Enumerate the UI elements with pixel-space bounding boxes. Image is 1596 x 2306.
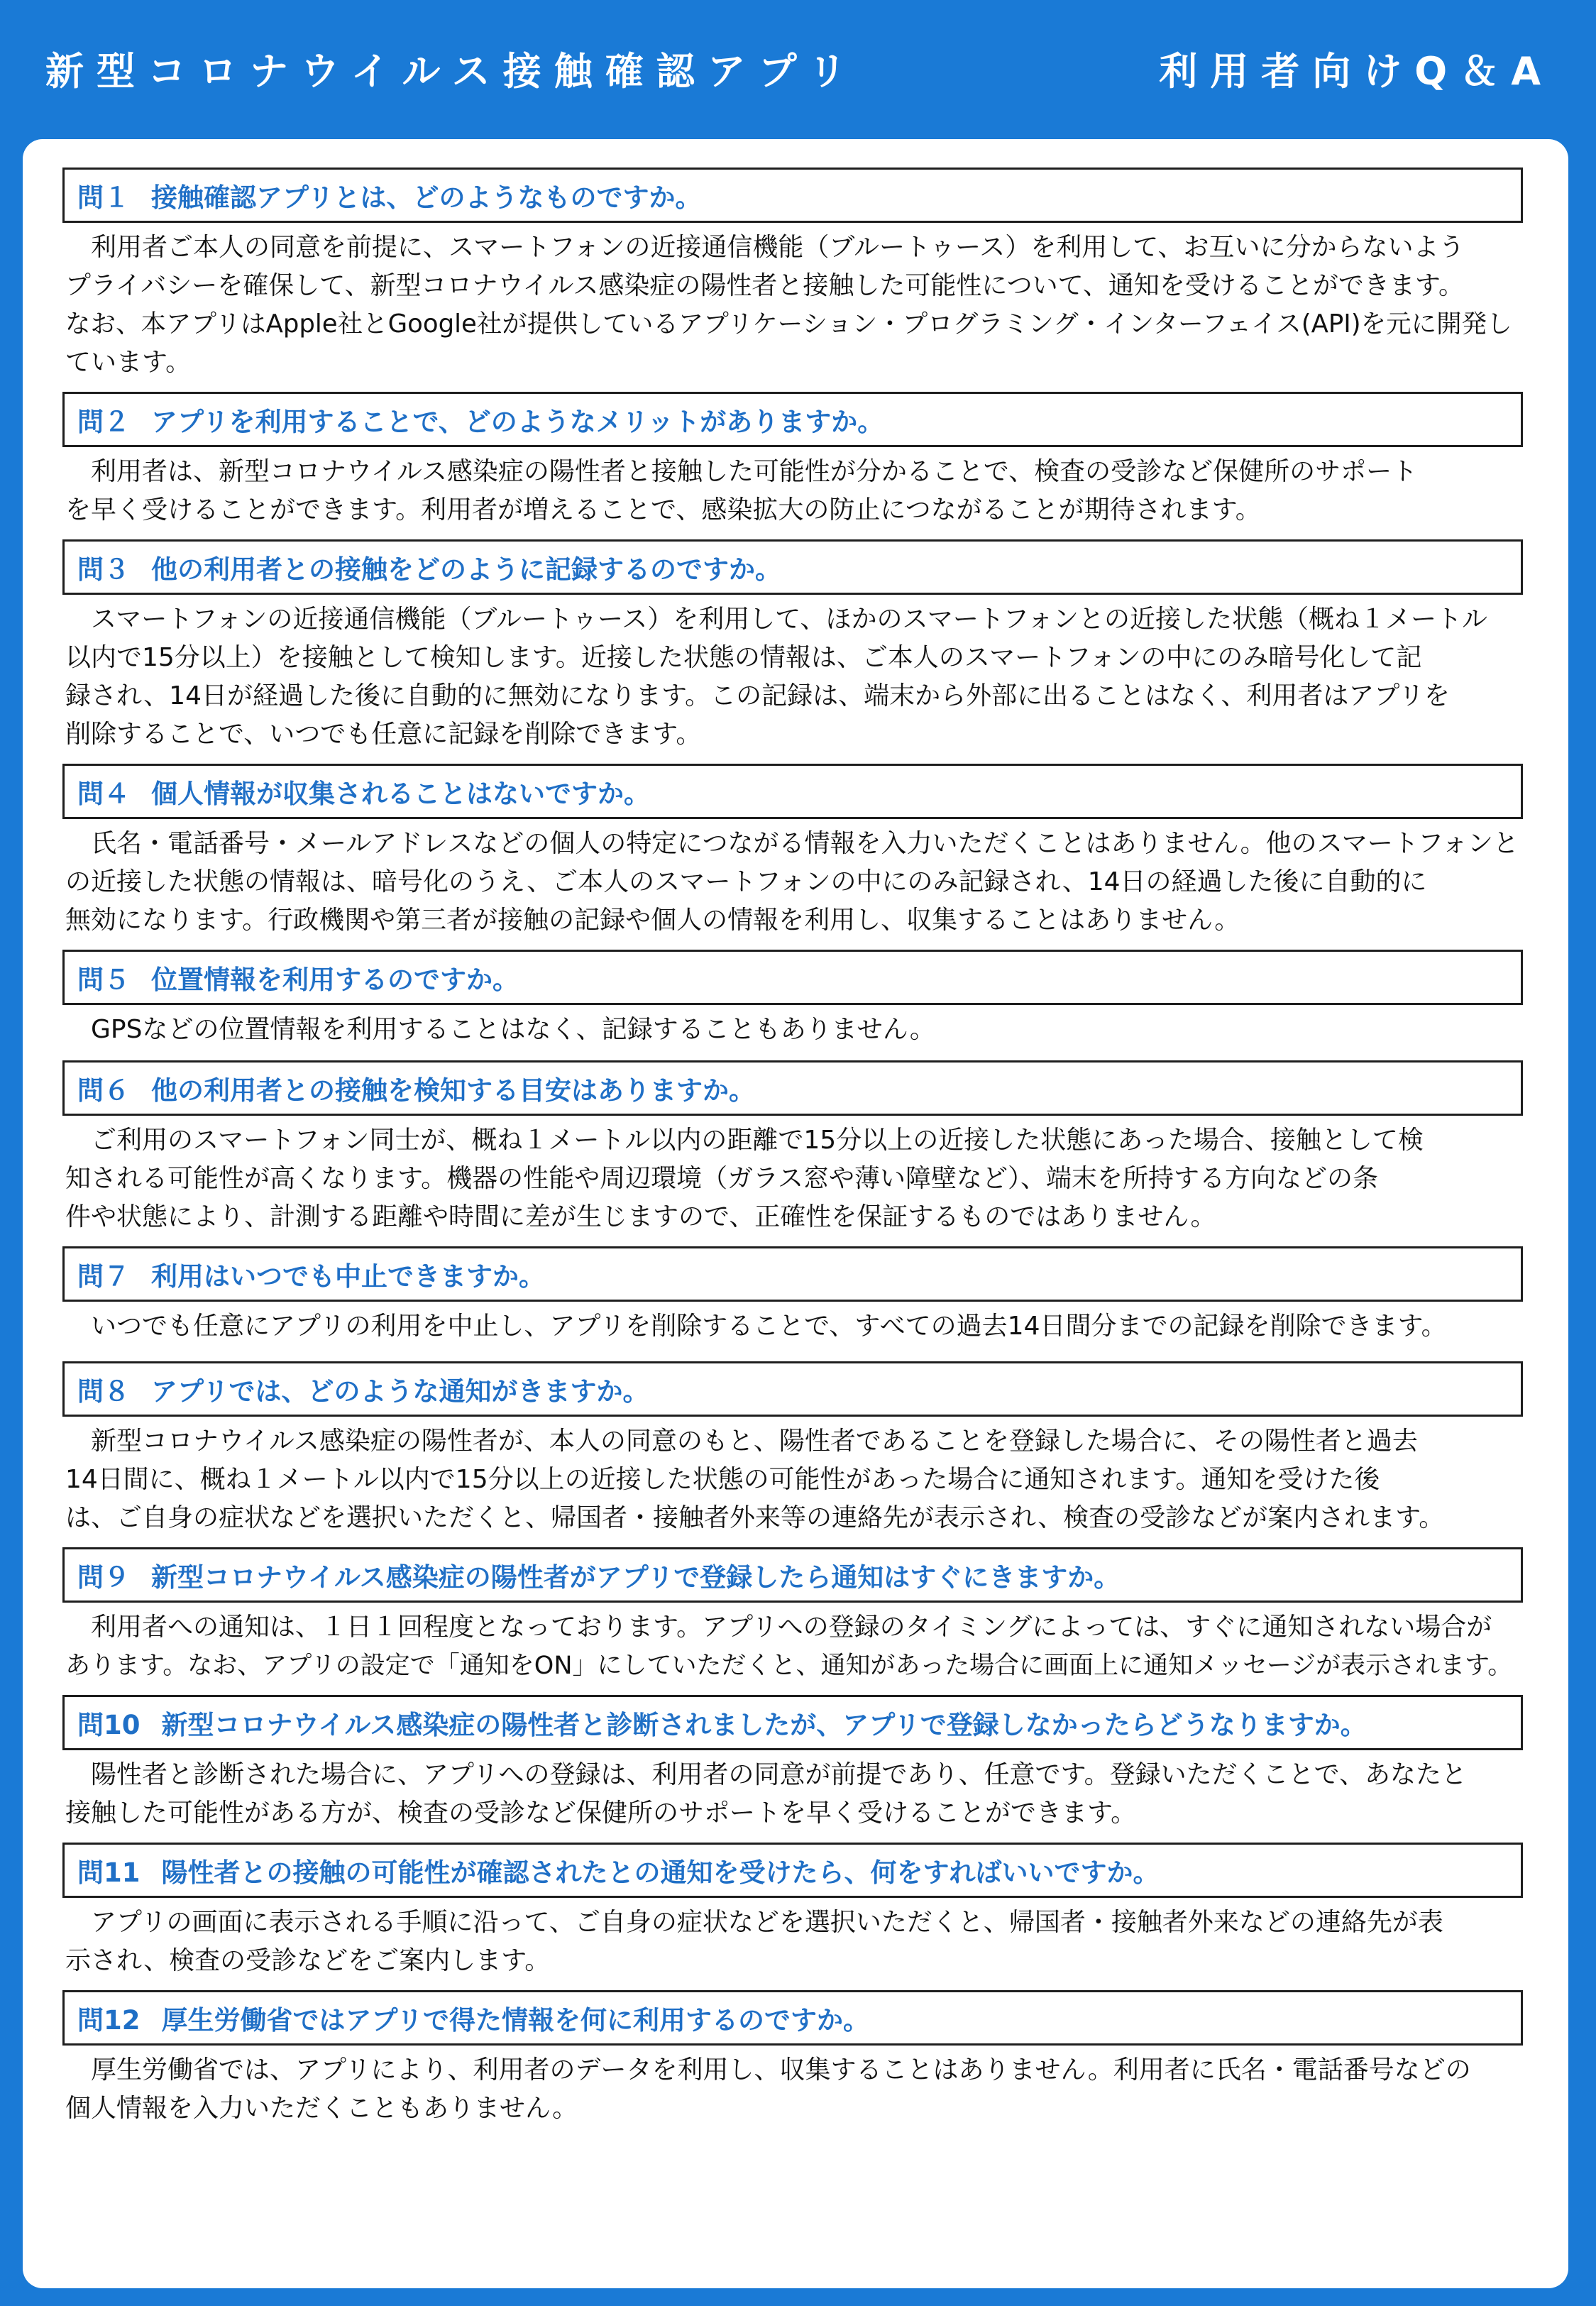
- answer-line: 利用者ご本人の同意を前提に、スマートフォンの近接通信機能（ブルートゥース）を利用して、お互いに分からないよう: [91, 233, 1465, 262]
- question-box: [62, 392, 1523, 447]
- answer-line: 無効になります。行政機関や第三者が接触の記録や個人の情報を利用し、収集することはありません。: [65, 906, 1240, 935]
- answer-text: [62, 1756, 1527, 1833]
- qa-item: [62, 1843, 1527, 1980]
- question-number: 問３: [77, 554, 130, 585]
- question-box: [62, 168, 1523, 223]
- answer-line: 陽性者と診断された場合に、アプリへの登録は、利用者の同意が前提であり、任意です。登録いただくことで、あなたと: [91, 1760, 1467, 1789]
- answer-line: 知される可能性が高くなります。機器の性能や周辺環境（ガラス窓や薄い障壁など）、端末を所持する方向などの条: [65, 1164, 1379, 1193]
- question-number: 問１: [77, 182, 130, 213]
- qa-item: [62, 1246, 1527, 1346]
- question-box: [62, 950, 1523, 1005]
- qa-item: [62, 1547, 1527, 1685]
- question-text: 位置情報を利用するのですか。: [151, 965, 519, 995]
- answer-text: [62, 1422, 1527, 1537]
- answer-line: 氏名・電話番号・メールアドレスなどの個人の特定につながる情報を入力いただくことはありません。他のスマートフォンと: [91, 829, 1519, 858]
- qa-item: [62, 539, 1527, 754]
- question-box: [62, 764, 1523, 819]
- answer-line: 件や状態により、計測する距離や時間に差が生じますので、正確性を保証するものではありません。: [65, 1202, 1216, 1231]
- answer-line: 新型コロナウイルス感染症の陽性者が、本人の同意のもと、陽性者であることを登録した場合に、その陽性者と過去: [91, 1427, 1418, 1456]
- question-number: 問９: [77, 1562, 130, 1593]
- question-box: [62, 1843, 1523, 1898]
- answer-line: アプリの画面に表示される手順に沿って、ご自身の症状などを選択いただくと、帰国者・接触者外来などの連絡先が表: [91, 1908, 1443, 1937]
- qa-item: [62, 1361, 1527, 1537]
- qa-item: [62, 950, 1527, 1049]
- question-text: 接触確認アプリとは、どのようなものですか。: [151, 182, 702, 213]
- answer-line: あります。なお、アプリの設定で「通知をON」にしていただくと、通知があった場合に画面上に通知メッセージが表示されます。: [65, 1652, 1513, 1680]
- qa-item: [62, 764, 1527, 940]
- question-number: 問７: [77, 1261, 130, 1292]
- question-text: アプリでは、どのような通知がきますか。: [151, 1376, 649, 1407]
- qa-item: [62, 1695, 1527, 1833]
- question-box: [62, 1990, 1523, 2046]
- answer-line: の近接した状態の情報は、暗号化のうえ、ご本人のスマートフォンの中にのみ記録され、14日の経過した後に自動的に: [65, 867, 1427, 896]
- qa-item: [62, 1060, 1527, 1236]
- question-box: [62, 1246, 1523, 1302]
- answer-line: 以内で15分以上）を接触として検知します。近接した状態の情報は、ご本人のスマートフォンの中にのみ暗号化して記: [65, 643, 1422, 672]
- qa-item: [62, 1990, 1527, 2128]
- page-subtitle: 利用者向けQ＆A: [1159, 48, 1553, 94]
- answer-text: [62, 453, 1527, 529]
- question-text: 他の利用者との接触をどのように記録するのですか。: [151, 554, 781, 585]
- answer-text: [62, 2051, 1527, 2128]
- answer-line: いつでも任意にアプリの利用を中止し、アプリを削除することで、すべての過去14日間分までの記録を削除できます。: [91, 1312, 1447, 1341]
- question-box: [62, 539, 1523, 595]
- answer-line: スマートフォンの近接通信機能（ブルートゥース）を利用して、ほかのスマートフォンとの近接した状態（概ね１メートル: [91, 605, 1487, 634]
- question-number: 問12: [77, 2005, 141, 2036]
- answer-line: ています。: [65, 348, 192, 377]
- header-bar: [0, 0, 1596, 136]
- page-title: 新型コロナウイルス接触確認アプリ: [45, 48, 859, 94]
- answer-text: [62, 825, 1527, 940]
- answer-line: 利用者は、新型コロナウイルス感染症の陽性者と接触した可能性が分かることで、検査の受診など保健所のサポート: [91, 457, 1418, 486]
- qa-item: [62, 392, 1527, 529]
- question-number: 問４: [77, 779, 130, 809]
- question-text: 新型コロナウイルス感染症の陽性者と診断されましたが、アプリで登録しなかったらどうなりますか。: [161, 1710, 1367, 1740]
- qa-item: [62, 168, 1527, 382]
- answer-line: 削除することで、いつでも任意に記録を削除できます。: [65, 720, 702, 749]
- answer-line: 録され、14日が経過した後に自動的に無効になります。この記録は、端末から外部に出ることはなく、利用者はアプリを: [65, 681, 1450, 710]
- answer-line: を早く受けることができます。利用者が増えることで、感染拡大の防止につながることが期待されます。: [65, 495, 1261, 525]
- question-text: アプリを利用することで、どのようなメリットがありますか。: [151, 407, 884, 437]
- answer-line: 14日間に、概ね１メートル以内で15分以上の近接した状態の可能性があった場合に通知されます。通知を受けた後: [65, 1465, 1380, 1494]
- question-box: [62, 1060, 1523, 1116]
- answer-line: は、ご自身の症状などを選択いただくと、帰国者・接触者外来等の連絡先が表示され、検査の受診などが案内されます。: [65, 1503, 1445, 1532]
- question-number: 問10: [77, 1710, 141, 1740]
- answer-text: [62, 229, 1527, 382]
- answer-line: 接触した可能性がある方が、検査の受診など保健所のサポートを早く受けることができます。: [65, 1799, 1137, 1828]
- question-number: 問５: [77, 965, 130, 995]
- answer-text: [62, 1011, 1527, 1049]
- answer-text: [62, 1121, 1527, 1236]
- question-number: 問11: [77, 1857, 141, 1888]
- answer-line: 厚生労働省では、アプリにより、利用者のデータを利用し、収集することはありません。利用者に氏名・電話番号などの: [91, 2055, 1471, 2085]
- answer-text: [62, 1307, 1527, 1346]
- question-number: 問６: [77, 1075, 130, 1106]
- question-text: 利用はいつでも中止できますか。: [151, 1261, 545, 1292]
- answer-line: ご利用のスマートフォン同士が、概ね１メートル以内の距離で15分以上の近接した状態にあった場合、接触として検: [91, 1126, 1424, 1155]
- qa-panel: [23, 139, 1568, 2288]
- answer-line: 示され、検査の受診などをご案内します。: [65, 1946, 551, 1975]
- question-number: 問２: [77, 407, 130, 437]
- answer-text: [62, 600, 1527, 754]
- question-text: 新型コロナウイルス感染症の陽性者がアプリで登録したら通知はすぐにきますか。: [151, 1562, 1121, 1593]
- answer-text: [62, 1608, 1527, 1685]
- question-text: 厚生労働省ではアプリで得た情報を何に利用するのですか。: [161, 2005, 870, 2036]
- question-box: [62, 1361, 1523, 1417]
- question-number: 問８: [77, 1376, 130, 1407]
- question-box: [62, 1547, 1523, 1603]
- answer-line: GPSなどの位置情報を利用することはなく、記録することもありません。: [91, 1015, 935, 1044]
- question-text: 陽性者との接触の可能性が確認されたとの通知を受けたら、何をすればいいですか。: [161, 1857, 1160, 1888]
- answer-text: [62, 1904, 1527, 1980]
- answer-line: プライバシーを確保して、新型コロナウイルス感染症の陽性者と接触した可能性について、通知を受けることができます。: [65, 271, 1465, 300]
- answer-line: 個人情報を入力いただくこともありません。: [65, 2094, 578, 2123]
- question-box: [62, 1695, 1523, 1750]
- question-text: 個人情報が収集されることはないですか。: [151, 779, 650, 809]
- answer-line: なお、本アプリはApple社とGoogle社が提供しているアプリケーション・プログラミング・インターフェイス(API)を元に開発し: [65, 309, 1512, 339]
- answer-line: 利用者への通知は、１日１回程度となっております。アプリへの登録のタイミングによっては、すぐに通知されない場合が: [91, 1613, 1492, 1642]
- question-text: 他の利用者との接触を検知する目安はありますか。: [151, 1075, 755, 1106]
